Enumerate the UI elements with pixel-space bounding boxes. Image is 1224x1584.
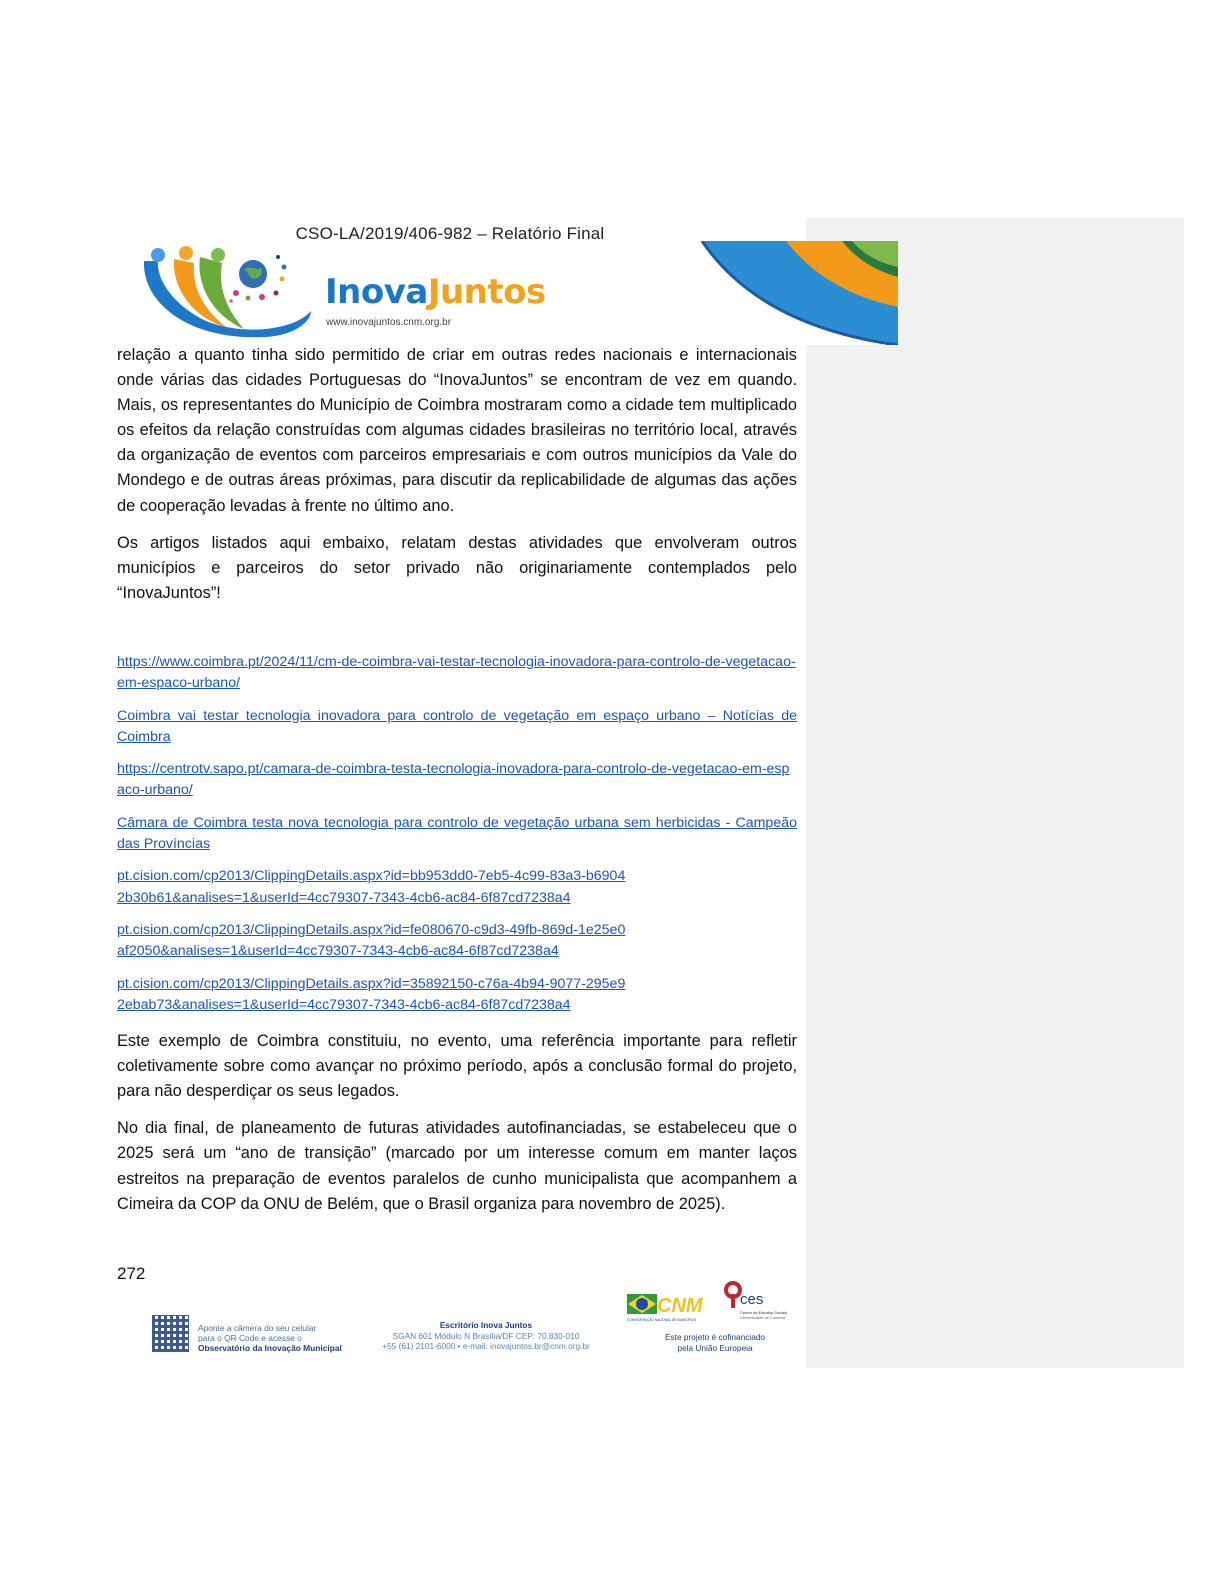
cofinancing-note: Este projeto é cofinanciado pela União Europeia xyxy=(664,1332,766,1353)
article-link[interactable]: https://www.coimbra.pt/2024/11/cm-de-coimbra-vai-testar-tecnologia-inovadora-para-controlo-de-vegetacao-em-espaco-urbano/ xyxy=(117,653,796,692)
ces-logo-icon xyxy=(723,1278,803,1324)
article-link[interactable]: Coimbra vai testar tecnologia inovadora para controlo de vegetação em espaço urbano – Notícias de Coimbra xyxy=(117,707,797,745)
article-link[interactable]: pt.cision.com/cp2013/ClippingDetails.aspx?id=fe080670-c9d3-49fb-869d-1e25e0af2050&analises=1&userId=4cc79307-7343-4cb6-ac84-6f87cd7238a4 xyxy=(117,921,626,960)
svg-text:ces: ces xyxy=(740,1291,764,1308)
svg-text:CNM: CNM xyxy=(657,1295,703,1317)
paragraph: Os artigos listados aqui embaixo, relatam destas atividades que envolveram outros municípios e parceiros do setor privado não originariamente contemplados pelo “InovaJuntos”! xyxy=(117,533,797,602)
document-code: CSO-LA/2019/406-982 – Relatório Final xyxy=(295,224,605,240)
article-links xyxy=(117,652,797,1016)
article-link[interactable]: Câmara de Coimbra testa nova tecnologia para controlo de vegetação urbana sem herbicidas - Campeão das Províncias xyxy=(117,814,797,853)
svg-text:CONFEDERAÇÃO NACIONAL DE MUNIC: CONFEDERAÇÃO NACIONAL DE MUNICÍPIOS xyxy=(627,1318,697,1322)
side-panel xyxy=(806,218,1184,1368)
office-address: SGAN 601 Módulo N Brasília/DF CEP: 70.830-010 xyxy=(392,1330,580,1341)
page-number: 272 xyxy=(117,1264,146,1283)
office-info xyxy=(376,1320,596,1352)
brand-wordmark: InovaJuntos xyxy=(325,272,546,312)
cnm-logo-icon xyxy=(627,1288,707,1322)
observatorio-label: Observatório da Inovação Municipal xyxy=(198,1343,342,1353)
decorative-arcs xyxy=(702,241,898,345)
paragraph: No dia final, de planeamento de futuras atividades autofinanciadas, se estabeleceu que o 2025 será um “ano de transição” (marcado por um interesse comum em manter laços estreitos na preparação de eventos paralelos de cunho municipalista que acompanhem a Cimeira da COP da ONU de Belém, que o Brasil organiza para novembro de 2025). xyxy=(117,1119,797,1213)
document-body xyxy=(117,343,797,1229)
page-footer xyxy=(140,1278,810,1358)
qr-instructions: Aponte a câmera do seu celular para o QR Code e acesse o Observatório da Inovação Municipal xyxy=(198,1323,342,1353)
paragraph: Este exemplo de Coimbra constituiu, no evento, uma referência importante para refletir coletivamente sobre como avançar no próximo período, após a conclusão formal do projeto, para não desperdiçar os seus legados. xyxy=(117,1032,797,1101)
article-link[interactable]: pt.cision.com/cp2013/ClippingDetails.aspx?id=35892150-c76a-4b94-9077-295e92ebab73&analises=1&userId=4cc79307-7343-4cb6-ac84-6f87cd7238a4 xyxy=(117,975,626,1013)
article-link[interactable]: pt.cision.com/cp2013/ClippingDetails.aspx?id=bb953dd0-7eb5-4c99-83a3-b69042b30b61&analises=1&userId=4cc79307-7343-4cb6-ac84-6f87cd7238a4 xyxy=(117,868,626,906)
inovajuntos-logo-icon xyxy=(144,246,311,337)
office-title: Escritório Inova Juntos xyxy=(439,1320,533,1330)
svg-text:Universidade de Coimbra: Universidade de Coimbra xyxy=(740,1315,786,1320)
qr-code-icon[interactable] xyxy=(152,1315,189,1352)
brand-url: www.inovajuntos.cnm.org.br xyxy=(326,317,452,328)
article-link[interactable]: https://centrotv.sapo.pt/camara-de-coimbra-testa-tecnologia-inovadora-para-controlo-de-vegetacao-em-espaco-urbano/ xyxy=(117,761,790,799)
inovajuntos-banner xyxy=(136,241,898,345)
office-contact: +55 (61) 2101-6000 • e-mail: inovajuntos.br@cnm.org.br xyxy=(382,1341,590,1351)
paragraph: relação a quanto tinha sido permitido de criar em outras redes nacionais e internacionais onde várias das cidades Portuguesas do “InovaJuntos” se encontram de vez em quando. Mais, os representantes do Município de Coimbra mostraram como a cidade tem multiplicado os efeitos da relação construídas com algumas cidades brasileiras no território local, através da organização de eventos com parceiros empresariais e com outros municípios da Vale do Mondego e de outras áreas próximas, para discutir da replicabilidade de algumas das ações de cooperação levadas à frente no último ano. xyxy=(117,346,797,515)
document-code-header xyxy=(240,216,660,240)
svg-text:Centro de Estudos Sociais: Centro de Estudos Sociais xyxy=(740,1310,788,1315)
